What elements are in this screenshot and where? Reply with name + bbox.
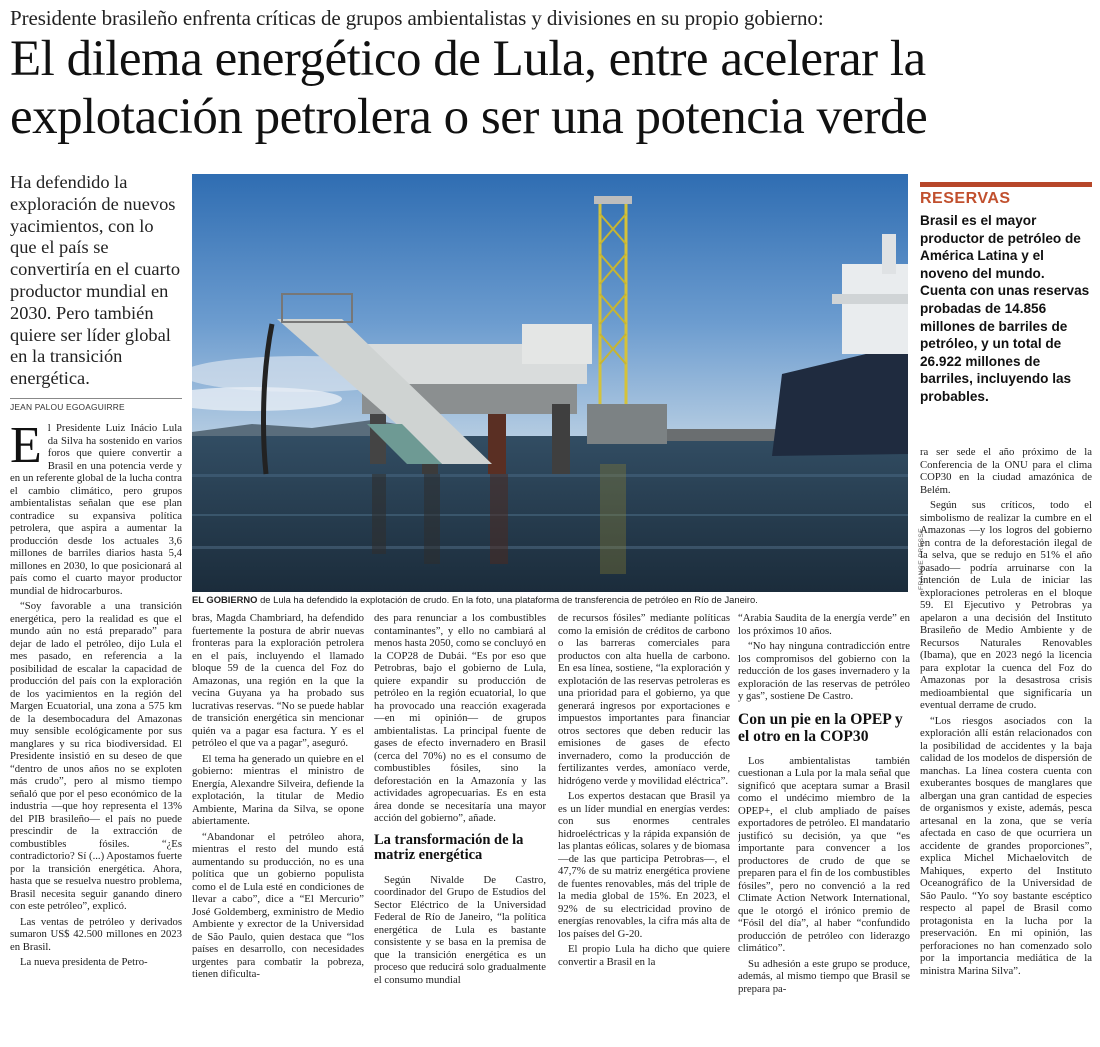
column-1 bbox=[10, 422, 182, 1044]
sidebar-text: Brasil es el mayor productor de petróleo de América Latina y el noveno del mundo. Cuenta con unas reservas probadas de 14.856 millones de barriles de petróleo, y un total de 26.922 millones de barriles, incluyendo las probables. bbox=[920, 213, 1090, 404]
sidebar-reservas bbox=[920, 182, 1092, 406]
paragraph: “Abandonar el petróleo ahora, mientras el resto del mundo está aumentando su producción, no es una política que un gobierno populista como el de Lula esté en condiciones de llevar a cabo”, dice a “El Mercurio” José Goldemberg, exministro de Medio Ambiente y exrector de la Universidad de São Paulo, quien destaca que “los países en desarrollo, con necesidades urgentes para combatir la pobreza, tienen dificulta- bbox=[192, 830, 364, 980]
sidebar-tag: RESERVAS bbox=[920, 190, 1011, 207]
paragraph: El Presidente Luiz Inácio Lula da Silva ha sostenido en varios foros que quiere convertir a Brasil en una potencia verde y en un referente global de la lucha contra el cambio climático, pero grupos ambientalistas señalan que ese plan contradice su expansiva política petrolera, que aspira a aumentar la producción desde los actuales 3,6 millones de barriles diarios hasta 5,4 millones en 2030, lo que posicionará al país como el cuarto mayor productor mundial de hidrocarburos. bbox=[10, 422, 182, 597]
paragraph: Los expertos destacan que Brasil ya es un líder mundial en energías verdes: con sus enormes centrales hidroeléctricas y la rápida expansión de las plantas eólicas, solares y de biomasa —de las que participa Petrobras—, el 47,7% de su matriz energética proviene de fuentes renovables, más del triple de la media global de 15%. En 2023, el 92% de su electricidad provino de energías renovables, la cifra más alta de los países del G-20. bbox=[558, 790, 730, 940]
paragraph: bras, Magda Chambriard, ha defendido fuertemente la postura de abrir nuevas fronteras para la exploración petrolera en el país, incluyendo el llamado bloque 59 de la cuenca del Foz do Amazonas, una región en la que la vecina Guyana ya ha probado sus lucrativas reservas. “No se puede hablar de transición energética sin mencionar quién va a pagar esa factura. Y es el petróleo el que va a pagar”, aseguró. bbox=[192, 612, 364, 749]
paragraph: Según sus críticos, todo el simbolismo de realizar la cumbre en el Amazonas —y los logros del gobierno en contra de la deforestación ilegal de la selva, que se redujo en 51% el año pasado— podría arruinarse con la intención de Lula de iniciar las exploraciones petroleras en el bloque 59. El Ejecutivo y Petrobras ya apelaron a una decisión del Instituto Brasileño de Medio Ambiente y de Recursos Naturales Renovables (Ibama), que en 2023 negó la licencia para explotar la cuenca del Foz do Amazonas por la desastrosa crisis medioambiental que significaría un eventual derrame de crudo. bbox=[920, 499, 1092, 711]
paragraph: des para renunciar a los combustibles contaminantes”, y ello no cambiará al menos hasta 2050, como se concluyó en la COP28 de Dubái. “Es por eso que Petrobras, bajo el gobierno de Lula, quiere expandir su producción de petróleo en la región ecuatorial, lo que ha provocado una reacción exagerada —en mi opinión— de grupos ambientalistas. La principal fuente de gases de efecto invernadero en Brasil (cerca del 70%) no es el consumo de combustibles fósiles, sino la deforestación en la Amazonía y las actividades agropecuarias. Es en esta área donde se necesitaría una mayor acción del gobierno”, añade. bbox=[374, 612, 546, 824]
drop-cap: E bbox=[10, 422, 42, 474]
paragraph: de recursos fósiles” mediante políticas como la emisión de créditos de carbono o las barreras comerciales para productos con alta huella de carbono. En esa línea, sostiene, “la exploración y explotación de las reservas petroleras es una prioridad para el gobierno, ya que generará ingresos por exportaciones e impuestos importantes para financiar otros sectores que deben reducir las emisiones de gases de efecto invernadero, como la producción de fertilizantes verdes, amoníaco verde, hidrógeno verde y movilidad eléctrica”. bbox=[558, 612, 730, 787]
paragraph: Su adhesión a este grupo se produce, además, al mismo tiempo que Brasil se prepara pa- bbox=[738, 957, 910, 995]
column-4 bbox=[558, 612, 730, 1044]
column-3 bbox=[374, 612, 546, 1044]
column-6 bbox=[920, 446, 1092, 1044]
article-headline: El dilema energético de Lula, entre acelerar la explotación petrolera o ser una potencia verde bbox=[10, 31, 928, 145]
caption-text: de Lula ha defendido la explotación de crudo. En la foto, una plataforma de transferencia de petróleo en Río de Janeiro. bbox=[257, 594, 758, 605]
sidebar-rule bbox=[920, 182, 1092, 187]
column-2 bbox=[192, 612, 364, 1044]
column-5 bbox=[738, 612, 910, 1044]
paragraph: La nueva presidenta de Petro- bbox=[20, 956, 148, 968]
paragraph: “Arabia Saudita de la energía verde” en los próximos 10 años. bbox=[738, 612, 910, 637]
photo-caption bbox=[192, 594, 908, 606]
caption-label: EL GOBIERNO bbox=[192, 594, 258, 605]
article-kicker: Presidente brasileño enfrenta críticas de grupos ambientalistas y divisiones en su propio gobierno: bbox=[10, 6, 824, 30]
article-deck: Ha defendido la exploración de nuevos yacimientos, con lo que el país se convertiría en el cuarto productor mundial en 2030. Pero también quiere ser líder global en la transición energética. bbox=[10, 172, 181, 389]
paragraph: “Los riesgos asociados con la exploración allí están relacionados con la posibilidad de accidentes y la baja calidad de los modelos de dispersión de manchas. La línea costera cuenta con exuberantes bosques de manglares que albergan una gran cantidad de especies de organismos y existe, además, pesca artesanal en la zona, que se vería afectada en caso de que ocurriera un accidente de grandes proporciones”, explica Michel Michaelovitch de Mahiques, experto del Instituto Oceanográfico de la Universidad de São Paulo. “Yo soy bastante escéptico respecto al papel de Brasil como protagonista en la lucha por la preservación. En mi opinión, las perforaciones no han comenzado solo por la importancia mediática de la ministra Marina Silva”. bbox=[920, 714, 1092, 977]
paragraph: “Soy favorable a una transición energética, pero la realidad es que el mundo aún no está preparado” para dejar de lado el petróleo, dijo Lula el mes pasado, en referencia a la posibilidad de escalar la capacidad de producción del país con la exploración de los yacimientos en la región del Margen Ecuatorial, una zona a 575 km de la desembocadura del Amazonas muy sensible ecológicamente por sus manglares y su rica biodiversidad. El Presidente insistió en su deseo de que “dentro de unos años no se exploten más crudo”, pero al mismo tiempo señaló que por el peso económico de la industria —que hoy representa el 13% del PIB brasileño— el país no puede prescindir de la extracción de combustibles fósiles. “¿Es contradictorio? Sí (...) Apostamos fuerte por la transición energética. Ahora, hasta que se resuelva nuestro problema, Brasil necesita seguir ganando dinero con este petróleo”, explicó. bbox=[10, 600, 182, 912]
paragraph: ra ser sede el año próximo de la Conferencia de la ONU para el clima COP30 en la ciudad amazónica de Belém. bbox=[920, 446, 1092, 496]
paragraph: Las ventas de petróleo y derivados sumaron US$ 42.500 millones en 2023 en Brasil. bbox=[10, 915, 182, 953]
section-subhead: La transformación de la matriz energética bbox=[374, 831, 524, 863]
photo-credit: FRANCE PRESSE bbox=[918, 527, 925, 590]
paragraph: Los ambientalistas también cuestionan a Lula por la mala señal que significó que aceptara sumar a Brasil como el undécimo miembro de la OPEP+, el club ampliado de países exportadores de petróleo. El mandatario justificó su decisión, ya que “es importante para convencer a los productores de crudo de que se preparen para el fin de los combustibles fósiles”, pero no convenció a la red Climate Action Network International, que le otorgó el irónico premio de “Fósil del día”, al haber “confundido producción de petróleo con liderazgo climático”. bbox=[738, 754, 910, 954]
paragraph: “No hay ninguna contradicción entre los compromisos del gobierno con la reducción de los gases invernadero y la exploración de las reservas de petróleo y gas”, sostiene De Castro. bbox=[738, 640, 910, 702]
paragraph: El propio Lula ha dicho que quiere convertir a Brasil en la bbox=[558, 943, 730, 968]
section-subhead: Con un pie en la OPEP y el otro en la COP30 bbox=[738, 710, 903, 745]
article-byline: JEAN PALOU EGOAGUIRRE bbox=[10, 398, 182, 412]
paragraph: El tema ha generado un quiebre en el gobierno: mientras el ministro de Energía, Alexandre Silveira, defiende la explotación, la titular de Medio Ambiente, Marina da Silva, se opone abiertamente. bbox=[192, 752, 364, 827]
paragraph: Según Nivalde De Castro, coordinador del Grupo de Estudios del Sector Eléctrico de la Universidad Federal de Río de Janeiro, “la política energética de Lula es bastante consistente y se basa en la premisa de que la transición energética es un proceso que reducirá solo gradualmente el consumo mundial bbox=[374, 873, 546, 986]
article-photo bbox=[192, 174, 908, 592]
